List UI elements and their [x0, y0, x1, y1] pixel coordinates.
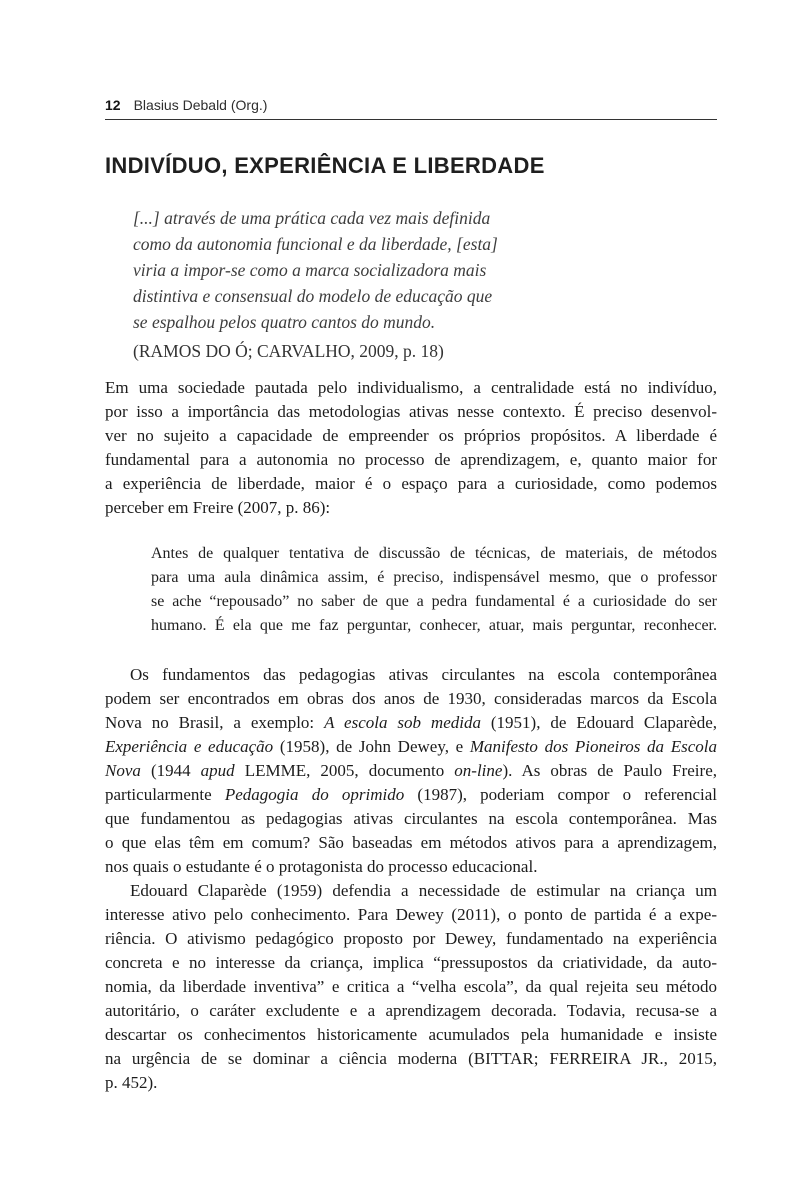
text-segment: Os fundamentos das pedagogias ativas circulantes na escola contemporânea	[130, 665, 717, 684]
text-segment: (1944	[140, 761, 201, 780]
text-line	[105, 951, 717, 975]
header-rule	[105, 119, 717, 120]
text-segment: nomia, da liberdade inventiva” e critica a “velha escola”, da qual rejeita seu método	[105, 977, 717, 996]
paragraph-fundamentos	[105, 663, 717, 879]
body-text	[105, 376, 717, 1095]
epigraph-line: distintiva e consensual do modelo de educação que	[133, 286, 493, 306]
text-segment: riência. O ativismo pedagógico proposto por Dewey, fundamentado na experiência	[105, 929, 717, 948]
epigraph-line: se espalhou pelos quatro cantos do mundo.	[133, 312, 436, 332]
page-header	[105, 96, 717, 114]
text-segment: humano. É ela que me faz perguntar, conhecer, atuar, mais perguntar, reconhecer.	[151, 617, 717, 634]
epigraph	[133, 205, 717, 364]
text-segment: que fundamentou as pedagogias ativas circulantes na escola contemporânea. Mas	[105, 809, 717, 828]
text-line	[105, 903, 717, 927]
text-line	[105, 376, 717, 400]
text-line	[105, 759, 717, 783]
epigraph-line: viria a impor-se como a marca socializadora mais	[133, 260, 487, 280]
text-segment: Antes de qualquer tentativa de discussão de técnicas, de materiais, de métodos	[151, 545, 717, 562]
paragraph-claparede	[105, 879, 717, 1095]
italic-text: apud	[200, 761, 235, 780]
text-segment: fundamental para a autonomia no processo de aprendizagem, e, quanto maior for	[105, 450, 717, 469]
text-segment: nos quais o estudante é o protagonista do processo educacional.	[105, 857, 538, 876]
text-segment: o que elas têm em comum? São baseadas em métodos ativos para a aprendizagem,	[105, 833, 717, 852]
epigraph-line: como da autonomia funcional e da liberdade, [esta]	[133, 234, 498, 254]
epigraph-citation: (RAMOS DO Ó; CARVALHO, 2009, p. 18)	[133, 341, 444, 361]
italic-text: on-line	[454, 761, 503, 780]
running-title: Blasius Debald (Org.)	[133, 97, 268, 113]
text-line	[105, 663, 717, 687]
text-line	[105, 879, 717, 903]
italic-text: Pedagogia do oprimido	[224, 785, 405, 804]
text-line	[105, 975, 717, 999]
text-segment: concreta e no interesse da criança, implica “pressupostos da criatividade, da auto-	[105, 953, 717, 972]
text-segment: para uma aula dinâmica assim, é preciso, indispensável mesmo, que o professor	[151, 569, 717, 586]
text-segment: podem ser encontrados em obras dos anos de 1930, consideradas marcos da Escola	[105, 689, 717, 708]
text-line	[105, 400, 717, 424]
text-line	[105, 448, 717, 472]
italic-text: Nova	[105, 761, 141, 780]
text-line	[105, 1071, 717, 1095]
text-segment: (1958), de John Dewey, e	[273, 737, 470, 756]
italic-text: Manifesto dos Pioneiros da Escola	[469, 737, 717, 756]
text-segment: descartar os conhecimentos historicamente acumulados pela humanidade e insiste	[105, 1025, 717, 1044]
text-line	[105, 831, 717, 855]
text-segment: na urgência de se dominar a ciência moderna (BITTAR; FERREIRA JR., 2015,	[105, 1049, 717, 1068]
text-line	[105, 424, 717, 448]
text-line	[151, 566, 717, 590]
text-segment: p. 452).	[105, 1073, 158, 1092]
text-line	[105, 1047, 717, 1071]
block-quote	[151, 542, 717, 638]
text-line	[105, 735, 717, 759]
text-line	[151, 614, 717, 638]
text-line	[151, 542, 717, 566]
text-segment: (1951), de Edouard Claparède,	[480, 713, 717, 732]
text-segment: ver no sujeito a capacidade de empreender os próprios propósitos. A liberdade é	[105, 426, 717, 445]
paragraph-intro	[105, 376, 717, 520]
italic-text: Experiência e educação	[105, 737, 274, 756]
text-line	[105, 783, 717, 807]
text-segment: a experiência de liberdade, maior é o espaço para a curiosidade, como podemos	[105, 474, 717, 493]
text-segment: se ache “repousado” no saber de que a pedra fundamental é a curiosidade do ser	[151, 593, 717, 610]
text-segment: (1987), poderiam compor o referencial	[404, 785, 717, 804]
page-number: 12	[105, 97, 121, 113]
text-segment: particularmente	[105, 785, 225, 804]
text-line	[105, 687, 717, 711]
text-line	[151, 590, 717, 614]
text-line	[105, 711, 717, 735]
text-segment: interesse ativo pelo conhecimento. Para Dewey (2011), o ponto de partida é a expe-	[105, 905, 717, 924]
text-segment: Em uma sociedade pautada pelo individualismo, a centralidade está no indivíduo,	[105, 378, 717, 397]
epigraph-lines	[133, 205, 717, 335]
text-segment: Edouard Claparède (1959) defendia a necessidade de estimular na criança um	[130, 881, 717, 900]
section-title: INDIVÍDUO, EXPERIÊNCIA E LIBERDADE	[105, 153, 545, 178]
text-segment: perceber em Freire (2007, p. 86):	[105, 498, 331, 517]
italic-text: A escola sob medida	[324, 713, 481, 732]
text-line	[105, 472, 717, 496]
text-line	[105, 1023, 717, 1047]
epigraph-line: [...] através de uma prática cada vez mais definida	[133, 208, 491, 228]
text-segment: por isso a importância das metodologias ativas nesse contexto. É preciso desenvol-	[105, 402, 717, 421]
text-segment: Nova no Brasil, a exemplo:	[105, 713, 325, 732]
text-line	[105, 496, 717, 520]
text-line	[105, 807, 717, 831]
text-segment: LEMME, 2005, documento	[234, 761, 455, 780]
text-segment: autoritário, o caráter excludente e a aprendizagem decorada. Todavia, recusa-se a	[105, 1001, 717, 1020]
text-segment: ). As obras de Paulo Freire,	[502, 761, 717, 780]
text-line	[105, 855, 717, 879]
text-line	[105, 999, 717, 1023]
text-line	[105, 927, 717, 951]
